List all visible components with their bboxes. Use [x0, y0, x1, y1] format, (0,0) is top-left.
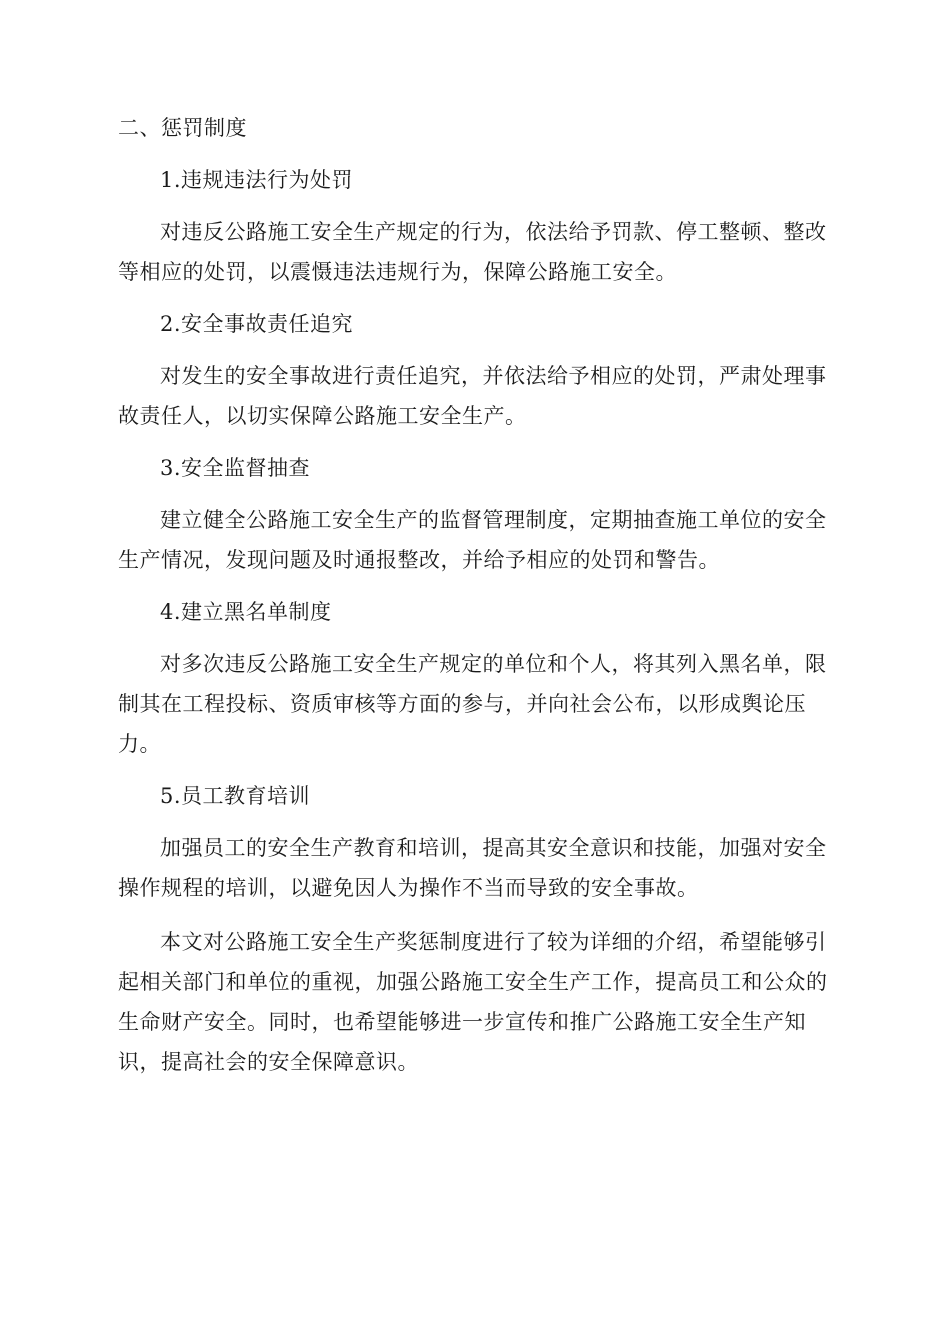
document-page [118, 108, 834, 1094]
item-heading-4: 4.建立黑名单制度 [160, 600, 332, 624]
closing-paragraph: 本文对公路施工安全生产奖惩制度进行了较为详细的介绍，希望能够引起相关部门和单位的重视，加强公路施工安全生产工作，提高员工和公众的生命财产安全。同时，也希望能够进一步宣传和推广公路施工安全生产知识，提高社会的安全保障意识。 [118, 930, 828, 1074]
item-heading-5: 5.员工教育培训 [160, 784, 311, 808]
item-body-1: 对违反公路施工安全生产规定的行为，依法给予罚款、停工整顿、整改等相应的处罚，以震慑违法违规行为，保障公路施工安全。 [118, 220, 827, 284]
item-body-4: 对多次违反公路施工安全生产规定的单位和个人，将其列入黑名单，限制其在工程投标、资质审核等方面的参与，并向社会公布，以形成舆论压力。 [118, 652, 827, 756]
item-heading-3: 3.安全监督抽查 [160, 456, 311, 480]
section-title: 二、惩罚制度 [118, 116, 247, 140]
item-heading-1: 1.违规违法行为处罚 [160, 168, 354, 192]
item-body-5: 加强员工的安全生产教育和培训，提高其安全意识和技能，加强对安全操作规程的培训，以避免因人为操作不当而导致的安全事故。 [118, 836, 827, 900]
item-body-2: 对发生的安全事故进行责任追究，并依法给予相应的处罚，严肃处理事故责任人，以切实保障公路施工安全生产。 [118, 364, 827, 428]
item-heading-2: 2.安全事故责任追究 [160, 312, 354, 336]
item-body-3: 建立健全公路施工安全生产的监督管理制度，定期抽查施工单位的安全生产情况，发现问题及时通报整改，并给予相应的处罚和警告。 [118, 508, 827, 572]
